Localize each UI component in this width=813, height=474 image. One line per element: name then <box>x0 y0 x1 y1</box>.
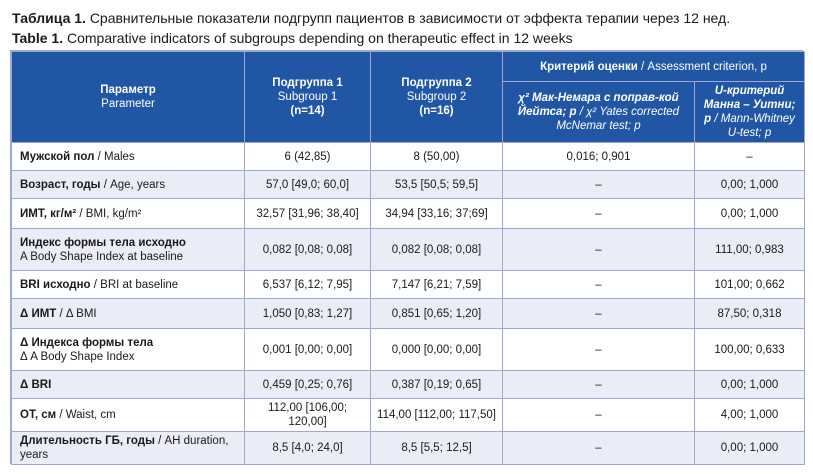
parameter-name-en: / Age, years <box>103 178 166 191</box>
table-row <box>12 329 805 371</box>
table-row <box>12 199 805 229</box>
parameter-name-en-line: Δ A Body Shape Index <box>20 350 135 363</box>
parameter-name-en: / BMI, kg/m² <box>79 207 142 220</box>
header-criterion-en: / Assessment criterion, p <box>641 60 767 73</box>
cell-mann-whitney: – <box>695 143 805 171</box>
cell-mann-whitney: 101,00; 0,662 <box>695 271 805 299</box>
table-row <box>12 399 805 432</box>
caption-en <box>12 30 573 47</box>
header-mann-en: / Mann-Whitney U-test; p <box>714 113 795 139</box>
cell-subgroup-1: 8,5 [4,0; 24,0] <box>245 432 371 465</box>
cell-mann-whitney: 4,00; 1,000 <box>695 399 805 432</box>
cell-mcnemar: 0,016; 0,901 <box>503 143 695 171</box>
cell-mann-whitney: 100,00; 0,633 <box>695 329 805 371</box>
cell-mcnemar: – <box>503 299 695 329</box>
cell-subgroup-2: 8 (50,00) <box>371 143 503 171</box>
header-subgroup-2-ru: Подгруппа 2 <box>401 77 472 89</box>
table-row <box>12 299 805 329</box>
header-criterion <box>503 52 805 82</box>
table-body <box>12 143 805 465</box>
cell-subgroup-1: 0,001 [0,00; 0,00] <box>245 329 371 371</box>
cell-subgroup-2: 114,00 [112,00; 117,50] <box>371 399 503 432</box>
table-row <box>12 371 805 399</box>
cell-subgroup-1: 0,459 [0,25; 0,76] <box>245 371 371 399</box>
cell-mann-whitney: 0,00; 1,000 <box>695 199 805 229</box>
header-subgroup-2-n: (n=16) <box>419 105 454 117</box>
cell-subgroup-2: 34,94 [33,16; 37;69] <box>371 199 503 229</box>
cell-mann-whitney: 0,00; 1,000 <box>695 432 805 465</box>
cell-parameter <box>12 143 245 171</box>
cell-mann-whitney: 0,00; 1,000 <box>695 171 805 199</box>
header-parameter <box>12 52 245 143</box>
caption-ru-label: Таблица 1. <box>12 10 86 26</box>
cell-subgroup-2: 0,082 [0,08; 0,08] <box>371 229 503 271</box>
parameter-name-en: / Waist, cm <box>59 409 116 421</box>
parameter-name-en: / Males <box>97 150 135 163</box>
header-subgroup-2-en: Subgroup 2 <box>406 91 467 103</box>
data-table-frame <box>10 50 803 464</box>
cell-mcnemar: – <box>503 171 695 199</box>
cell-subgroup-2: 53,5 [50,5; 59,5] <box>371 171 503 199</box>
parameter-name-ru: Возраст, годы <box>20 178 101 191</box>
cell-mcnemar: – <box>503 399 695 432</box>
parameter-name-en: / Δ BMI <box>59 307 97 320</box>
header-mcnemar-ru: χ² Мак-Немара с поправ-кой Йейтса; p <box>517 92 679 118</box>
cell-parameter <box>12 229 245 271</box>
header-mcnemar-en: / χ² Yates corrected McNemar test; p <box>556 106 680 132</box>
header-mcnemar <box>503 82 695 143</box>
cell-parameter <box>12 432 245 465</box>
header-subgroup-1-n: (n=14) <box>290 105 325 117</box>
cell-subgroup-2: 0,000 [0,00; 0,00] <box>371 329 503 371</box>
table-row <box>12 143 805 171</box>
caption-ru <box>12 10 730 27</box>
cell-subgroup-1: 112,00 [106,00; 120,00] <box>245 399 371 432</box>
cell-parameter <box>12 271 245 299</box>
table-header <box>12 52 805 143</box>
caption-ru-text: Сравнительные показатели подгрупп пациентов в зависимости от эффекта терапии через 12 нед. <box>89 10 731 26</box>
header-mann-ru: U-критерий Манна – Уитни; p <box>703 85 796 125</box>
cell-parameter <box>12 329 245 371</box>
cell-mcnemar: – <box>503 329 695 371</box>
header-subgroup-1-ru: Подгруппа 1 <box>272 77 343 89</box>
cell-parameter <box>12 299 245 329</box>
cell-mcnemar: – <box>503 271 695 299</box>
parameter-name-ru: Δ Индекса формы тела <box>20 336 154 349</box>
parameter-name-ru: ОТ, см <box>20 409 57 421</box>
cell-mcnemar: – <box>503 432 695 465</box>
cell-parameter <box>12 399 245 432</box>
cell-mann-whitney: 111,00; 0,983 <box>695 229 805 271</box>
header-parameter-en: Parameter <box>101 98 155 110</box>
parameter-name-ru: Длительность ГБ, годы <box>20 435 155 447</box>
parameter-name-ru: ИМТ, кг/м² <box>20 207 77 220</box>
cell-subgroup-2: 8,5 [5,5; 12,5] <box>371 432 503 465</box>
cell-mcnemar: – <box>503 229 695 271</box>
cell-subgroup-2: 7,147 [6,21; 7,59] <box>371 271 503 299</box>
cell-subgroup-1: 0,082 [0,08; 0,08] <box>245 229 371 271</box>
cell-subgroup-1: 6,537 [6,12; 7,95] <box>245 271 371 299</box>
cell-parameter <box>12 371 245 399</box>
parameter-name-ru: Δ BRI <box>20 378 52 391</box>
parameter-name-en-line: A Body Shape Index at baseline <box>20 250 184 263</box>
cell-mcnemar: – <box>503 199 695 229</box>
table-row <box>12 229 805 271</box>
cell-subgroup-1: 1,050 [0,83; 1,27] <box>245 299 371 329</box>
parameter-name-ru: Индекс формы тела исходно <box>20 236 186 249</box>
header-criterion-ru: Критерий оценки <box>540 60 638 73</box>
cell-subgroup-1: 6 (42,85) <box>245 143 371 171</box>
parameter-name-en: / AH duration, years <box>20 435 229 461</box>
cell-parameter <box>12 199 245 229</box>
cell-subgroup-2: 0,387 [0,19; 0,65] <box>371 371 503 399</box>
header-subgroup-1 <box>245 52 371 143</box>
table-row <box>12 271 805 299</box>
cell-mcnemar: – <box>503 371 695 399</box>
parameter-name-ru: Δ ИМТ <box>20 307 57 320</box>
parameter-name-en: / BRI at baseline <box>93 278 179 291</box>
cell-subgroup-1: 57,0 [49,0; 60,0] <box>245 171 371 199</box>
cell-parameter <box>12 171 245 199</box>
parameter-name-ru: Мужской пол <box>20 150 95 163</box>
header-subgroup-2 <box>371 52 503 143</box>
table-row <box>12 432 805 465</box>
cell-mann-whitney: 87,50; 0,318 <box>695 299 805 329</box>
caption-en-label: Table 1. <box>12 30 64 46</box>
cell-subgroup-1: 32,57 [31,96; 38,40] <box>245 199 371 229</box>
parameter-name-ru: BRI исходно <box>20 278 91 291</box>
caption-en-text: Comparative indicators of subgroups depending on therapeutic effect in 12 weeks <box>66 30 573 46</box>
cell-mann-whitney: 0,00; 1,000 <box>695 371 805 399</box>
table-row <box>12 171 805 199</box>
header-mann-whitney <box>695 82 805 143</box>
header-subgroup-1-en: Subgroup 1 <box>277 91 338 103</box>
data-table <box>11 51 805 465</box>
cell-subgroup-2: 0,851 [0,65; 1,20] <box>371 299 503 329</box>
header-parameter-ru: Параметр <box>100 84 156 96</box>
